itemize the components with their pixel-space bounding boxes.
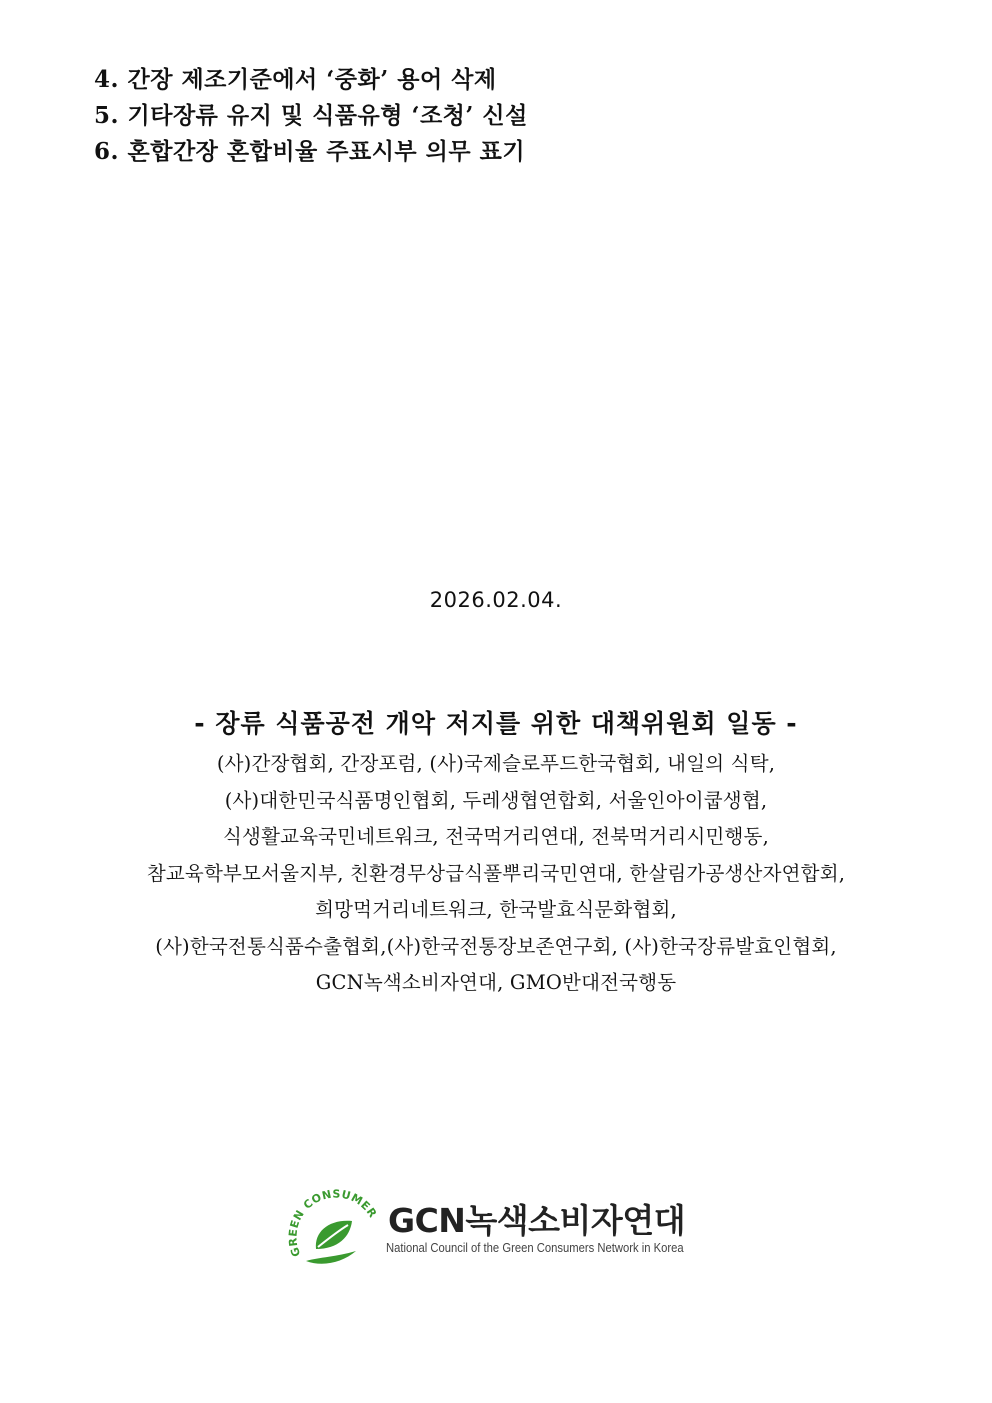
member-line: 희망먹거리네트워크, 한국발효식문화협회, xyxy=(315,898,677,921)
committee-title: - 장류 식품공전 개악 저지를 위한 대책위원회 일동 - xyxy=(194,709,798,738)
logo-subtitle: National Council of the Green Consumers Network in Korea xyxy=(386,1241,684,1255)
agenda-list xyxy=(94,62,894,170)
member-organizations xyxy=(0,746,992,1002)
svg-text:GREEN CONSUMER: GREEN CONSUMER xyxy=(286,1187,380,1259)
gcn-logo xyxy=(286,1183,706,1273)
member-line: 식생활교육국민네트워크, 전국먹거리연대, 전북먹거리시민행동, xyxy=(223,825,769,848)
document-date: 2026.02.04. xyxy=(429,588,563,612)
leaf-icon xyxy=(286,1183,380,1273)
member-line: (사)한국전통식품수출협회,(사)한국전통장보존연구회, (사)한국장류발효인협회, xyxy=(155,934,837,958)
member-line: (사)간장협회, 간장포럼, (사)국제슬로푸드한국협회, 내일의 식탁, xyxy=(216,752,776,775)
agenda-item: 6. 혼합간장 혼합비율 주표시부 의무 표기 xyxy=(94,138,526,165)
member-line: 참교육학부모서울지부, 친환경무상급식풀뿌리국민연대, 한살림가공생산자연합회, xyxy=(146,861,846,885)
member-line: (사)대한민국식품명인협회, 두레생협연합회, 서울인아이쿱생협, xyxy=(224,788,768,812)
member-line: GCN녹색소비자연대, GMO반대전국행동 xyxy=(315,971,677,994)
agenda-item: 5. 기타장류 유지 및 식품유형 ‘조청’ 신설 xyxy=(94,102,528,129)
agenda-item: 4. 간장 제조기준에서 ‘중화’ 용어 삭제 xyxy=(94,66,497,93)
logo-name: GCN녹색소비자연대 xyxy=(388,1201,686,1240)
